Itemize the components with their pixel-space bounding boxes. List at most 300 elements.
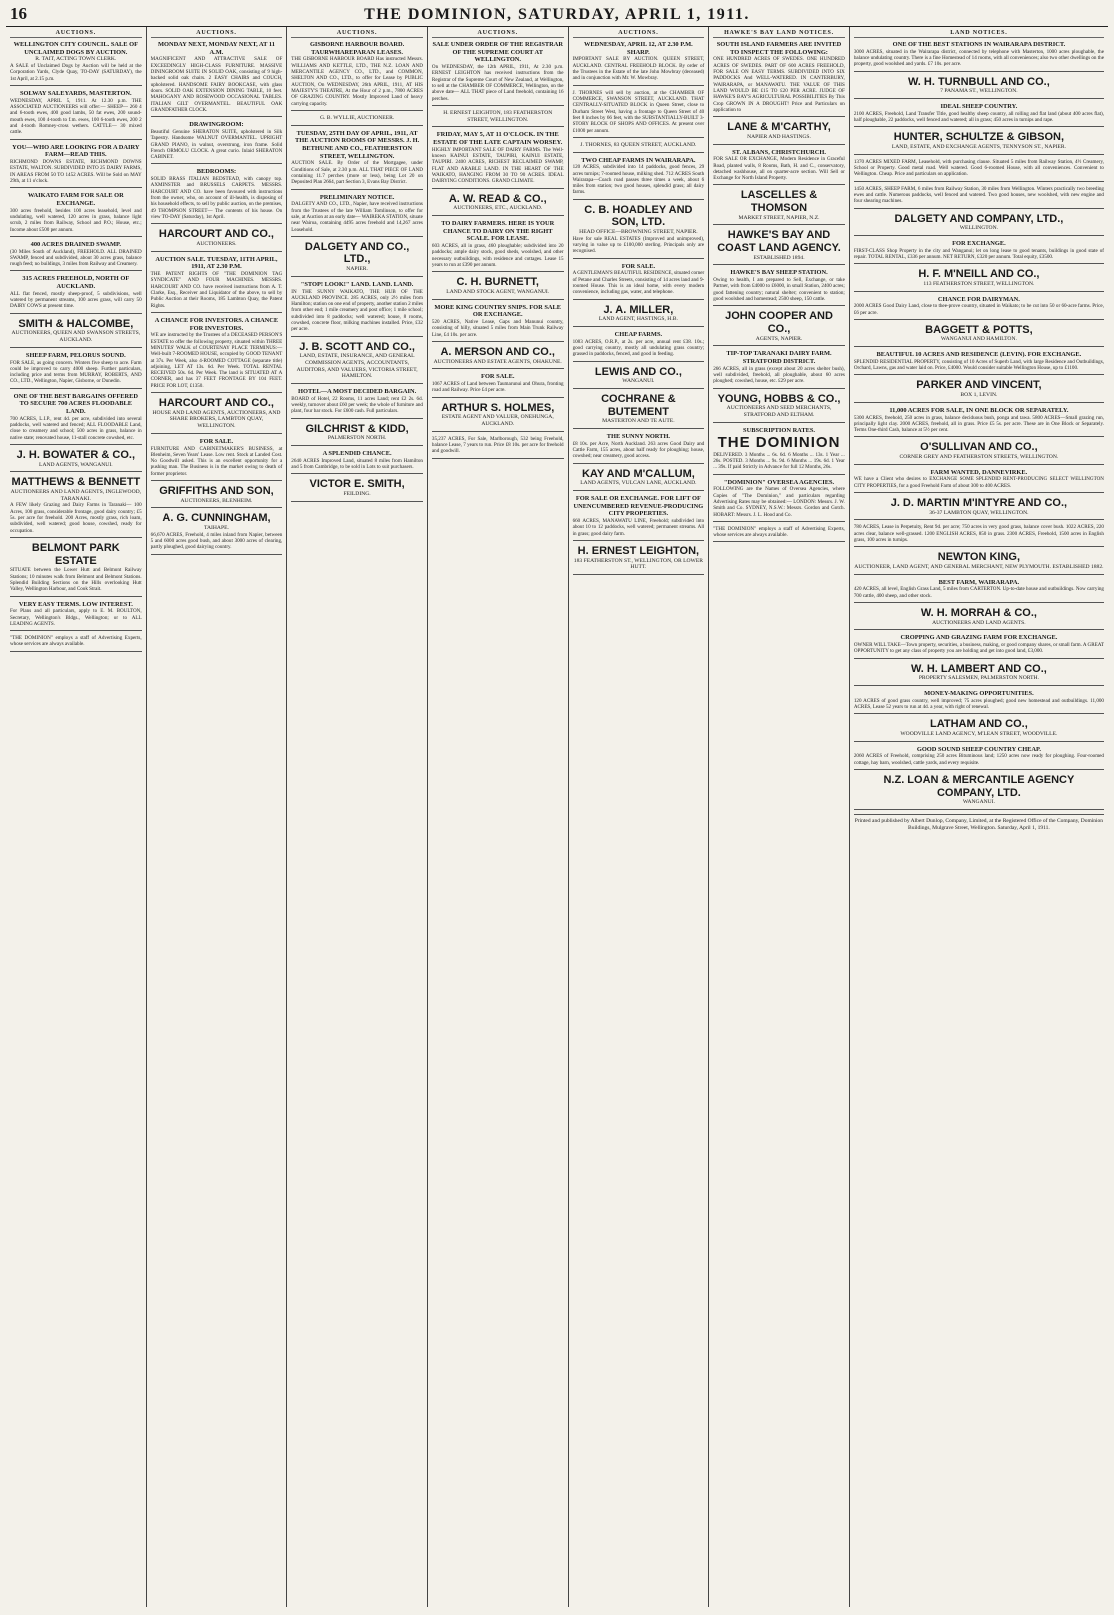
advertisement: [291, 241, 423, 273]
ad-text: FOR SALE, as going concern. Winters five sheep to acre. Farm could be improved to carry 4000 sheep. Further particulars, including price and terms from MURRAY, ROBERTS, AND CO., LTD., Wellington, Napier, Gisborne, or Dunedin.: [10, 359, 142, 385]
divider: [432, 188, 564, 189]
divider: [854, 602, 1104, 603]
ad-firm: NAPIER AND HASTINGS.: [747, 133, 811, 140]
ad-big: BAGGETT & POTTS,: [925, 323, 1033, 336]
ad-head: FOR SALE.: [481, 373, 515, 381]
advertisement: [291, 478, 423, 497]
advertisement: [854, 663, 1104, 682]
ad-firm: LAND AGENTS, WANGANUI.: [39, 461, 113, 468]
advertisement: [151, 256, 283, 309]
ad-firm: 183 FEATHERSTON ST., WELLINGTON, OR LOWER HUTT.: [573, 557, 703, 571]
divider: [432, 215, 564, 216]
ad-text: A FEW likely Grazing and Dairy Farms in Taranaki— 100 Acres, 100 grass, considerable frontage, good dairy country; £5 5s. per acre for freehold. 200 Acres, mostly grass, rich loam, subdivided, well watered; good house, cowshed, ready for occupation.: [10, 502, 142, 534]
divider: [713, 541, 845, 542]
ad-big: LATHAM AND CO.,: [930, 718, 1028, 731]
advertisement: [10, 318, 142, 344]
ad-text: On WEDNESDAY, the 12th APRIL, 1911, At 2.30 p.m. ERNEST LEIGHTON has received instructions from the Registrar of the Supreme Court of New Zealand, at Wellington, to sell at the CHAMBER OF COMMERCE, Wellington, on the above date— ALL THAT piece of Land freehold, containing 16 perches.: [431, 64, 564, 102]
ad-firm: G. B. WYLLIE, AUCTIONEER.: [319, 114, 395, 121]
advertisement: [854, 76, 1104, 95]
advertisement: [10, 476, 142, 534]
advertisement: [854, 324, 1104, 343]
ad-head: PRELIMINARY NOTICE.: [319, 193, 395, 201]
advertisement: [291, 194, 423, 233]
divider: [854, 492, 1104, 493]
ad-head: HAWKE'S BAY SHEEP STATION.: [730, 269, 828, 277]
ad-head: FOR EXCHANGE.: [952, 239, 1006, 247]
divider: [854, 685, 1104, 686]
ad-text: 120 ACRES, subdivided into 14 paddocks, good fences, 29 acres turnips; 7-roomed house, milking shed. 712 ACRES South Wairarapa—Coach road passes three times a week, about 6 miles from station; two good houses, splendid grass; all dairy farms.: [572, 164, 705, 196]
advertisement: [573, 90, 705, 134]
ad-firm: AUCTIONEERS AND SEED MERCHANTS, STRATFORD AND ELTHAM.: [726, 405, 832, 419]
ad-text: 700 ACRES, L.I.P., rent 4d. per acre, subdivided into several paddocks, well watered and fenced; ALL FLOODABLE Land, close to creamery and school; 500 acres in grass, balance in native state; renovated house, 11-stall concrete cowshed, etc.: [10, 415, 142, 441]
advertisement: [854, 186, 1104, 205]
ad-head: 400 ACRES DRAINED SWAMP.: [30, 240, 121, 248]
divider: [854, 546, 1104, 547]
ad-firm: LAND, ESTATE, INSURANCE, AND GENERAL COMMISSION AGENTS, ACCOUNTANTS, AUDITORS, AND VALUERS, VICTORIA STREET, HAMILTON.: [296, 353, 418, 380]
ad-text: MAGNIFICENT AND ATTRACTIVE SALE OF EXCEEDINGLY HIGH-CLASS FURNITURE. MASSIVE DININGROOM SUITE IN SOLID OAK, consisting of 9 high-backed solid oak chairs. 2 EASY CHAIRS and COUCH, upholstered. HANDSOME FAIRY BOOKCASE, with glass doors. SOLID OAK EXTENSION DINING TABLE, 10 feet. MAHOGANY AND ROSEWOOD OCCASIONAL TABLES. ITALIAN GILT OVERMANTEL. BEAUTIFUL OAK GRANDFATHER CLOCK.: [150, 56, 283, 113]
ad-text: 603 ACRES, all in grass, 460 ploughable; subdivided into 20 paddocks; ample dairy stock, good sheds, woolshed, and other necessary outbuildings, with residence and cottages. Lease 15 years to run at £390 per annum.: [431, 243, 564, 268]
ad-text: IMPORTANT SALE BY AUCTION. QUEEN STREET, AUCKLAND. CENTRAL FREEHOLD BLOCK. By order of the Trustees in the Estate of the late John Mowbray (deceased) and in conjunction with Mr. W. Mowbray.: [572, 56, 705, 82]
divider: [713, 388, 845, 389]
divider: [573, 388, 705, 389]
advertisement: [10, 635, 142, 648]
divider: [573, 152, 705, 153]
column-2: [147, 27, 288, 1607]
ad-text: SOLID BRASS ITALIAN BEDSTEAD, with canopy top. AXMINSTER and BRUSSELS CARPETS. MESSRS. HARCOURT AND CO. have been favoured with instructions from the owner, who, on account of ill-health, is disposing of his household effects, to sell by public auction, on the premises, 49 THOMPSON STREET— The contents of his house. On view TO-DAY (Saturday), 1st April.: [150, 176, 283, 220]
ad-firm: LAND AND STOCK AGENT, WANGANUI.: [446, 288, 550, 295]
advertisement: [573, 41, 705, 82]
advertisement: [291, 388, 423, 415]
ad-text: OWNER WILL TAKE—Town property, securities, a business, making, or good company shares, or small farm. A GREAT OPPORTUNITY to get any class of property you are holding and get into good land, £3,000.: [853, 642, 1104, 655]
ad-text: For Plans and all particulars, apply to E. M. BOULTON, Secretary, Wellington's Bldgs., Wellington; or to ALL LEADING AGENTS.: [10, 608, 142, 627]
advertisement: [291, 115, 423, 122]
ad-big: THE DOMINION: [717, 434, 841, 452]
advertisement: [151, 228, 283, 247]
advertisement: [573, 331, 705, 358]
divider: [713, 224, 845, 225]
divider: [291, 445, 423, 446]
divider: [573, 299, 705, 300]
ad-head: SOLWAY SALEYARDS, MASTERTON.: [19, 90, 132, 98]
advertisement: [291, 130, 423, 186]
ad-firm: CORNER GREY AND FEATHERSTON STREETS, WELLINGTON.: [899, 454, 1059, 461]
ad-head: SALE UNDER ORDER OF THE REGISTRAR OF THE SUPREME COURT AT WELLINGTON.: [432, 41, 563, 64]
ad-text: HIGHLY IMPORTANT SALE OF DAIRY FARMS. The Well-known KAINUI ESTATE, TAUPIRI, KAINUI ESTATE, TAUPIRI. 2400 ACRES, RICHEST RECLAIMED SWAMP, FLAT AND ARABLE LAND. IN THE HEART OF THE WAIKATO, HANGING FROM 30 TO 90 ACRES. IDEAL DAIRYING CONDITIONS. GRAND CLIMATE.: [431, 146, 564, 185]
ad-text: FIRST-CLASS Shop Property in the city and Wanganui; let on long lease to good tenants, buildings in good state of repair. TOTAL RENTAL, £336 per annum. NET RETURN, £320 per annum. Total equity, £3500.: [853, 247, 1104, 260]
ad-big: YOUNG, HOBBS & CO.,: [717, 392, 841, 405]
ad-text: 2000 ACRES Good Dairy Land, close to thee-prove country, situated in Waikato; to be cut into 50 or 60-acre farms. Price, £6 per acre.: [853, 303, 1104, 316]
divider: [151, 480, 283, 481]
page-number: 16: [10, 4, 27, 23]
ad-firm: WOODVILLE LAND AGENCY, M'LEAN STREET, WOODVILLE.: [900, 730, 1058, 737]
ad-head: SHEEP FARM, PELORUS SOUND.: [25, 351, 126, 359]
advertisement: [854, 607, 1104, 626]
ad-big: SMITH & HALCOMBE,: [18, 317, 134, 330]
divider: [854, 658, 1104, 659]
advertisement: [854, 690, 1104, 710]
ad-head: GISBORNE HARBOUR BOARD. TAURWHAREPARAN LEASES.: [309, 41, 405, 56]
ad-big: BELMONT PARK ESTATE: [31, 542, 120, 567]
advertisement: [713, 479, 845, 518]
divider: [10, 471, 142, 472]
ad-head: WELLINGTON CITY COUNCIL. SALE OF UNCLAIMED DOGS BY AUCTION.: [13, 41, 139, 56]
divider: [291, 501, 423, 502]
ad-text: 1370 ACRES MIXED FARM, Leasehold, with purchasing clause. Situated 5 miles from Railway Station, 4½ Creamery, School or Property. Good metal road. Well watered. Good 6-roomed House, with all conveniences. Convenient to Wellington. Cheap. Price and particulars on application.: [853, 158, 1104, 178]
advertisement: [10, 449, 142, 468]
advertisement: [151, 121, 283, 160]
advertisement: [573, 545, 705, 571]
ad-text: WEDNESDAY, APRIL 5, 1911. At 12.30 p.m. THE ASSOCIATED AUCTIONEERS will offer:— SHEEP— 260 4 and 6-tooth ewes, 400 good lambs, 50 fat ewes, 200 sound-mouth ewes, 100 4-tooth to f.m. ewes, 100 6-tooth ewes, 200 2 and 4-tooth Romney-cross wethers. CATTLE— 30 mixed cattle.: [10, 97, 142, 136]
ad-text: THE GISBORNE HARBOUR BOARD Has instructed Messrs. WILLIAMS AND KETTLE, LTD., THE N.Z. LOAN AND MERCANTILE AGENCY CO., LTD., and COMMON, SHELTON AND CO., LTD., to offer for Lease by PUBLIC AUCTION, On WEDNESDAY, 26th APRIL, 1911, AT HIS MAJESTY'S THEATRE, At the Hour of 2 p.m., 7800 ACRES OF GRAZING COUNTRY. Mostly Improved Land of heavy carrying capacity.: [291, 56, 423, 107]
newspaper-title: THE DOMINION, SATURDAY, APRIL 1, 1911.: [364, 6, 750, 23]
divider: [151, 554, 283, 555]
column-4: [428, 27, 569, 1607]
ad-head: MONEY-MAKING OPPORTUNITIES.: [924, 690, 1034, 698]
divider: [573, 574, 705, 575]
divider: [854, 629, 1104, 630]
advertisement: [713, 269, 845, 302]
advertisement: [854, 268, 1104, 287]
advertisement: [432, 436, 564, 455]
advertisement: [10, 601, 142, 628]
ad-text: ONE HUNDRED ACRES OF SWEDES. ONE HUNDRED ACRES OF SWEDES. PART OF 600 ACRES FREEHOLD, FOR SALE ON EASY TERMS. SUBDIVIDED INTO SIX PADDOCKS And WELL-WATERED. IN CANTERBURY, WAIRARAPA, or MANAWATU. THE VALUE OF THIS LAND WOULD BE £15 TO £20 PER ACRE. JUDGE OF HAWKE'S BAY'S AGRICULTURAL POSSIBILITIES By This Crop GROWN IN A DROUGHT! Price and Particulars on application to: [713, 56, 845, 113]
divider: [432, 105, 564, 106]
ad-big: HAWKE'S BAY AND COAST LAND AGENCY.: [717, 229, 841, 255]
advertisement: [432, 346, 564, 365]
advertisement: [573, 433, 705, 460]
printer-imprint: Printed and published by Albert Dunlop, Company, Limited, at the Registered Office of the Company, Dominion Buildings, Mulgrave Street, Wellington. Saturday, April 1, 1911.: [854, 814, 1104, 832]
divider: [10, 270, 142, 271]
column-heading: AUCTIONS.: [432, 30, 564, 38]
divider: [432, 458, 564, 459]
ad-head: BEAUTIFUL 10 ACRES AND RESIDENCE (LEVIN). FOR EXCHANGE.: [876, 351, 1082, 359]
ad-head: FARM WANTED, DANNEVIRKE.: [930, 468, 1028, 476]
ad-text: IN THE SUNNY WAIKATO, THE HUB OF THE AUCKLAND PROVINCE. 285 ACRES, only 2½ miles from Hamilton; station on one end of property, another station 2 miles from other end; 1 mile creamery and post office; 1 mile school; subdivided into 8 paddocks; well watered; house, 8 rooms, cowshed, concrete floor, milking machines installed. Price, £32 per acre.: [291, 288, 423, 333]
advertisement: [291, 41, 423, 107]
ad-big: LEWIS AND CO.,: [594, 365, 682, 378]
ad-firm: MARKET STREET, NAPIER, N.Z.: [738, 214, 820, 221]
divider: [854, 154, 1104, 155]
column-heading: HAWKE'S BAY LAND NOTICES.: [713, 30, 845, 38]
advertisement: [432, 220, 564, 268]
ad-head: A SPLENDID CHANCE.: [322, 450, 392, 458]
ad-big: HARCOURT AND CO.,: [158, 397, 274, 410]
ad-text: 1067 ACRES of Land between Taumarunui and Ohura, fronting road and Railway. Price £4 per acre.: [431, 380, 564, 394]
divider: [573, 463, 705, 464]
divider: [573, 361, 705, 362]
ad-text: 660 ACRES, MANAWATU LINE, Freehold; subdivided into about 10 to 12 paddocks, well watered; permanent streams. All in grass; good dairy farm.: [572, 517, 705, 537]
advertisement: [10, 352, 142, 385]
ad-firm: J. THORNES, 83 QUEEN STREET, AUCKLAND.: [580, 141, 697, 148]
ad-head: TO DAIRY FARMERS. HERE IS YOUR CHANCE TO DAIRY ON THE RIGHT SCALE. FOR LEASE.: [441, 219, 555, 243]
divider: [573, 540, 705, 541]
ad-text: FURNITURE AND CABINETMAKER'S BUSINESS, at Blenheim, Seven Years' Lease. Low rent. Stock at Landed Cost. No Goodwill asked. This is an excellent opportunity for a pushing man. The Business is in the market owing to death of former proprietor.: [150, 445, 283, 477]
ad-firm: PROPERTY SALESMEN, PALMERSTON NORTH.: [918, 675, 1039, 682]
ad-big: C. B. HOADLEY AND SON, LTD.: [584, 203, 693, 229]
ad-big: A. W. READ & CO.,: [448, 192, 547, 205]
divider: [291, 336, 423, 337]
advertisement: [10, 90, 142, 136]
advertisement: [854, 524, 1104, 543]
divider: [10, 236, 142, 237]
advertisement: [854, 379, 1104, 398]
ad-firm: R. TAIT, ACTING TOWN CLERK.: [35, 56, 117, 63]
ad-big: W. H. MORRAH & CO.,: [920, 607, 1037, 620]
divider: [151, 392, 283, 393]
advertisement: [10, 393, 142, 441]
ad-head: A CHANCE FOR INVESTORS. A CHANCE FOR INVESTORS.: [154, 316, 279, 332]
ad-text: (30 Miles South of Auckland), FREEHOLD. ALL DRAINED SWAMP, fenced and subdivided, about 30 acres grass, balance rough feed; no buildings, 3 miles from Railway and Creamery.: [10, 248, 142, 268]
advertisement: [854, 634, 1104, 654]
divider: [291, 236, 423, 237]
advertisement: [432, 193, 564, 212]
ad-big: LANE & M'CARTHY,: [727, 121, 831, 134]
advertisement: [713, 310, 845, 342]
divider: [10, 347, 142, 348]
ad-head: BEST FARM, WAIRARAPA.: [938, 578, 1020, 586]
ad-text: 2060 ACRES of Freehold, comprising 250 acres Bituminous land; 1250 acres now ready for ploughing. Four-roomed cottage, hay barn, woolshed, cattle yards, and every requisite.: [853, 753, 1104, 766]
advertisement: [573, 204, 705, 255]
advertisement: [151, 168, 283, 220]
ad-firm: LAND, ESTATE, AND EXCHANGE AGENTS, TENNYSON ST., NAPIER.: [891, 143, 1066, 150]
ad-head: FRIDAY, MAY 5, AT 11 O'CLOCK. IN THE ESTATE OF THE LATE CAPTAIN WORSEY.: [433, 131, 563, 147]
ad-head: DRAWINGROOM:: [189, 121, 244, 129]
divider: [291, 110, 423, 111]
ad-big: NEWTON KING,: [937, 551, 1021, 564]
advertisement: [854, 718, 1104, 737]
column-5: [569, 27, 710, 1607]
divider: [432, 431, 564, 432]
advertisement: [151, 41, 283, 113]
advertisement: [854, 213, 1104, 232]
ad-head: "STOP! LOOK!" LAND. LAND. LAND.: [300, 280, 414, 288]
advertisement: [151, 397, 283, 430]
advertisement: [713, 189, 845, 221]
column-3: [287, 27, 428, 1607]
divider: [854, 71, 1104, 72]
ad-big: H. ERNEST LEIGHTON,: [577, 544, 700, 557]
ad-big: H. F. M'NEILL AND CO.,: [918, 268, 1040, 281]
ad-head: CHEAP FARMS.: [614, 330, 663, 338]
divider: [854, 126, 1104, 127]
ad-big: KAY AND M'CALLUM,: [581, 467, 695, 480]
ad-text: J. THORNES will sell by auction, at the CHAMBER OF COMMERCE, SWANSON STREET, AUCKLAND. THAT CENTRALLY-SITUATED BLOCK in Queen Street, close to Durham Street West, having a frontage to Queen Street of 40 feet 8 inches by 66 feet, with the SUBSTANTIALLY-BUILT 3-STORY BLOCK OF SHOPS AND OFFICES. At present over £1000 per annum.: [572, 89, 705, 134]
advertisement: [432, 41, 564, 102]
ad-big: W. H. TURNBULL AND CO.,: [908, 75, 1050, 88]
ad-firm: 113 FEATHERSTON STREET, WELLINGTON.: [923, 280, 1035, 287]
divider: [573, 85, 705, 86]
ad-head: SOUTH ISLAND FARMERS ARE INVITED TO INSPECT THE FOLLOWING:: [716, 41, 842, 56]
ad-text: 780 ACRES, Lease in Perpetuity, Rent 9d. per acre; 750 acres in very good grass, balance cover bush. 1022 ACRES, 220 acres clear, balance well-grassed. 1200 ENGLISH ACRES, 850 in grass. 2300 ACRES, Freehold, 1500 acres in English grass, 100 acres in turnips.: [853, 524, 1104, 544]
advertisement: [713, 41, 845, 113]
ad-big: HARCOURT AND CO.,: [158, 228, 274, 241]
divider: [10, 388, 142, 389]
divider: [713, 264, 845, 265]
ad-head: VERY EASY TERMS. LOW INTEREST.: [18, 600, 133, 608]
ad-big: J. D. MARTIN M'INTYRE AND CO.,: [890, 497, 1068, 510]
ad-big: MATTHEWS & BENNETT: [11, 476, 141, 489]
ad-head: YOU—WHO ARE LOOKING FOR A DAIRY FARM—READ THIS.: [12, 143, 140, 159]
ad-firm: AUCTIONEERS AND LAND AGENTS, INGLEWOOD, TARANAKI.: [10, 489, 142, 502]
divider: [432, 271, 564, 272]
ad-head: TIP-TOP TARANAKI DAIRY FARM. STRATFORD DISTRICT.: [726, 350, 832, 366]
ad-firm: ESTATE AGENT AND VALUER, ONEHUNGA, AUCKLAND.: [441, 414, 554, 427]
ad-firm: HEAD OFFICE—BROWNING STREET, NAPIER.: [579, 229, 698, 236]
divider: [854, 402, 1104, 403]
advertisement: [573, 304, 705, 323]
divider: [854, 436, 1104, 437]
advertisement: [151, 438, 283, 477]
advertisement: [854, 407, 1104, 434]
ad-firm: 36-37 LAMBTON QUAY, WELLINGTON.: [929, 509, 1029, 516]
ad-text: 66,670 ACRES, Freehold, 4 miles inland from Napier, between 5 and 6000 acres good bush, and about 3000 acres of clearing, partly ploughed, good dairying country.: [150, 531, 283, 551]
divider: [291, 383, 423, 384]
ad-firm: HOUSE AND LAND AGENTS, AUCTIONEERS, AND SHARE BROKERS, LAMBTON QUAY, WELLINGTON.: [152, 409, 281, 430]
ad-text: A SALE of Unclaimed Dogs by Auction will be held at the Corporation Yards, Clyde Quay, TO-DAY (SATURDAY), the 1st April, at 2.15 p.m.: [10, 63, 142, 82]
ad-firm: AGENTS, NAPIER.: [755, 335, 803, 342]
ad-firm: MASTERTON AND TE AUTE.: [602, 418, 675, 425]
ad-firm: BOX 1, LEVIN.: [960, 392, 998, 399]
ad-firm: WANGANUI.: [622, 378, 655, 385]
ad-big: ARTHUR S. HOLMES,: [441, 401, 555, 414]
divider: [10, 85, 142, 86]
advertisement: [573, 157, 705, 196]
ad-head: FOR SALE.: [621, 262, 656, 270]
divider: [10, 139, 142, 140]
ad-firm: TAIHAPE.: [204, 525, 229, 532]
column-heading: AUCTIONS.: [573, 30, 705, 38]
divider: [854, 235, 1104, 236]
advertisement: [573, 263, 705, 296]
advertisement: [854, 351, 1104, 371]
divider: [573, 326, 705, 327]
ad-head: MONDAY NEXT, MONDAY NEXT, AT 11 A.M.: [157, 41, 275, 56]
column-1: [6, 27, 147, 1607]
ad-text: 300 acres freehold, besides 100 acres leasehold, level and undulating, well watered, 120 acres in grass, balance light scrub, 2 miles from Railway, School and P.O.; House, etc.; Income about £500 per annum.: [10, 207, 142, 233]
divider: [713, 144, 845, 145]
ad-head: WAIKATO FARM FOR SALE OR EXCHANGE.: [27, 192, 124, 207]
divider: [854, 809, 1104, 810]
advertisement: [291, 450, 423, 470]
divider: [854, 769, 1104, 770]
ad-text: DELIVERED. 3 Months ... 6s. 6d. 6 Months ... 13s. 1 Year ... 26s. POSTED. 3 Months ... 9s. 9d. 6 Months ... 19s. 6d. 1 Year ... 39s. If paid Strictly in Advance for full 12 Months, 26s.: [713, 451, 845, 471]
ad-text: 2100 ACRES, Freehold, Land Transfer Title, good healthy sheep country, all rolling and flat land (about 400 acres flat), half ploughable, 22 paddocks, well fenced and watered; all in grass; 450 acres in turnips and rape.: [853, 110, 1104, 123]
ad-text: 120 ACRES of good grass country, well improved; 75 acres ploughed; good new homestead and outbuildings. 11,000 ACRES, Lease 52 years to run at 4d. a year, with right of renewal.: [853, 697, 1104, 711]
divider: [713, 422, 845, 423]
advertisement: [713, 149, 845, 182]
divider: [10, 537, 142, 538]
ad-big: J. A. MILLER,: [603, 303, 674, 316]
ad-text: 1450 ACRES, SHEEP FARM, 6 miles from Railway Station, 30 miles from Wellington. Winters practically two breeding ewes and cattle. Numerous paddocks, well fenced and watered. Two good houses, new woolshed, with new engine and four shearing machines.: [853, 185, 1104, 205]
advertisement: [713, 427, 845, 471]
divider: [151, 163, 283, 164]
ad-head: CHANCE FOR DAIRYMAN.: [937, 295, 1020, 303]
ad-text: 2640 ACRES Improved Land, situated 8 miles from Hamilton and 5 from Cambridge, to be sold in Lots to suit purchasers.: [291, 457, 423, 471]
advertisement: [291, 341, 423, 380]
divider: [854, 98, 1104, 99]
ad-text: 3000 ACRES, situated in the Wairarapa district, connected by telephone with Masterton, 1000 acres ploughable, the balance undulating country. There is a fine Homestead of 14 rooms, with all conveniences; also two other dwellings on the property, good woolshed and yards. £7 10s. per acre.: [853, 48, 1104, 68]
divider: [151, 223, 283, 224]
ad-big: J. H. BOWATER & CO.,: [16, 449, 135, 462]
advertisement: [573, 468, 705, 487]
ad-big: A. G. CUNNINGHAM,: [162, 512, 271, 525]
ad-text: £8 10s. per Acre, North Auckland. 263 acres Good Dairy and Cattle Farm, 155 acres, about half ready for ploughing; house, cowshed; near creamery, good access.: [572, 440, 705, 460]
ad-head: MORE KING COUNTRY SNIPS. FOR SALE OR EXCHANGE.: [434, 303, 562, 319]
ad-head: FOR SALE OR EXCHANGE. FOR LIFT OF UNENCUMBERED REVENUE-PRODUCING CITY PROPERTIES.: [573, 494, 704, 518]
ad-text: 35,237 ACRES, For Sale, Marlborough, 532 being Freehold, balance Lease, 7 years to run. Price £8 10s. per acre for freehold and goodwill.: [431, 435, 564, 455]
divider: [151, 433, 283, 434]
divider: [151, 507, 283, 508]
advertisement: [10, 241, 142, 268]
divider: [854, 374, 1104, 375]
ad-head: ST. ALBANS, CHRISTCHURCH.: [732, 148, 826, 156]
divider: [10, 313, 142, 314]
advertisement: [713, 350, 845, 384]
advertisement: [854, 159, 1104, 178]
ad-firm: AUCTIONEERS, ETC., AUCKLAND.: [453, 205, 543, 212]
ad-head: SUBSCRIPTION RATES.: [743, 426, 816, 434]
divider: [854, 319, 1104, 320]
ad-text: RICHMOND DOWNS ESTATE, RICHMOND DOWNS ESTATE, WALTON. SUBDIVIDED INTO 25 DAIRY FARMS, IN AREAS FROM 50 TO 1452 ACRES. Will be Sold on MAY 29th, at 11 o'clock.: [10, 158, 142, 184]
divider: [291, 276, 423, 277]
advertisement: [854, 103, 1104, 123]
advertisement: [854, 579, 1104, 599]
ad-big: GRIFFITHS AND SON,: [159, 485, 274, 498]
divider: [713, 116, 845, 117]
ad-big: C. H. BURNETT,: [456, 276, 539, 289]
ad-big: PARKER AND VINCENT,: [916, 379, 1042, 392]
divider: [713, 345, 845, 346]
ad-head: 315 ACRES FREEHOLD, NORTH OF AUCKLAND.: [22, 275, 130, 291]
ad-head: IDEAL SHEEP COUNTRY.: [940, 102, 1018, 110]
ad-head: CROPPING AND GRAZING FARM FOR EXCHANGE.: [900, 634, 1058, 642]
divider: [432, 299, 564, 300]
divider: [10, 187, 142, 188]
advertisement: [854, 296, 1104, 316]
ad-firm: FEILDING.: [343, 491, 371, 498]
divider: [573, 490, 705, 491]
ad-firm: WANGANUI AND HAMILTON.: [940, 336, 1017, 343]
ad-text: "THE DOMINION" employs a staff of Advertising Experts, whose services are always available.: [713, 525, 845, 539]
ad-big: O'SULLIVAN AND CO.,: [920, 441, 1038, 454]
ad-firm: AUCTIONEER, LAND AGENT, AND GENERAL MERCHANT, NEW PLYMOUTH. ESTABLISHED 1882.: [854, 564, 1104, 571]
advertisement: [10, 41, 142, 82]
advertisement: [432, 304, 564, 338]
ad-head: AUCTION SALE. TUESDAY, 11TH APRIL, 1911, AT 2.30 P.M.: [155, 255, 278, 271]
divider: [151, 116, 283, 117]
ad-head: ONE OF THE BEST STATIONS IN WAIRARAPA DISTRICT.: [892, 41, 1066, 48]
ad-big: COCHRANE & BUTEMENT: [601, 392, 676, 418]
advertisement: [10, 144, 142, 185]
ad-big: A. MERSON AND CO.,: [440, 345, 555, 358]
divider: [432, 126, 564, 127]
columns-container: [6, 27, 1108, 1607]
ad-head: GOOD SOUND SHEEP COUNTRY CHEAP.: [916, 745, 1041, 753]
ad-text: 420 ACRES, all level, English Grass Land, 5 miles from CARTERTON. Up-to-date house and outbuildings. Now carrying 700 cattle, 400 sheep, and other stock.: [853, 586, 1104, 599]
ad-big: HUNTER, SCHULTZE & GIBSON,: [893, 131, 1065, 144]
ad-firm: LAND AGENTS, VULCAN LANE, AUCKLAND.: [580, 480, 697, 487]
ad-text: 520 ACRES, Native Lease, Gaps and Manunui country, consisting of hilly, situated 5 miles from Main Trunk Railway Line, £4 10s. per acre.: [431, 318, 564, 338]
advertisement: [432, 131, 564, 184]
divider: [854, 519, 1104, 520]
ad-text: ALL flat fenced, mostly sheep-proof, 5 subdivisions, well watered by permanent streams, 100 acres grass, will carry 50 DAIRY COWS at present time.: [10, 290, 142, 310]
ad-big: LASCELLES & THOMSON: [740, 189, 818, 215]
ad-text: A GENTLEMAN'S BEAUTIFUL RESIDENCE, situated corner of Petane and Charles Streets, consisting of 14 acres land and 9-roomed House. This is an ideal home, with every modern convenience, including gas, water, and telephone.: [572, 270, 705, 296]
ad-head: ONE OF THE BEST BARGAINS OFFERED TO SECURE 700 ACRES FLOODABLE LAND.: [13, 392, 138, 416]
divider: [854, 574, 1104, 575]
advertisement: [432, 276, 564, 295]
divider: [432, 368, 564, 369]
